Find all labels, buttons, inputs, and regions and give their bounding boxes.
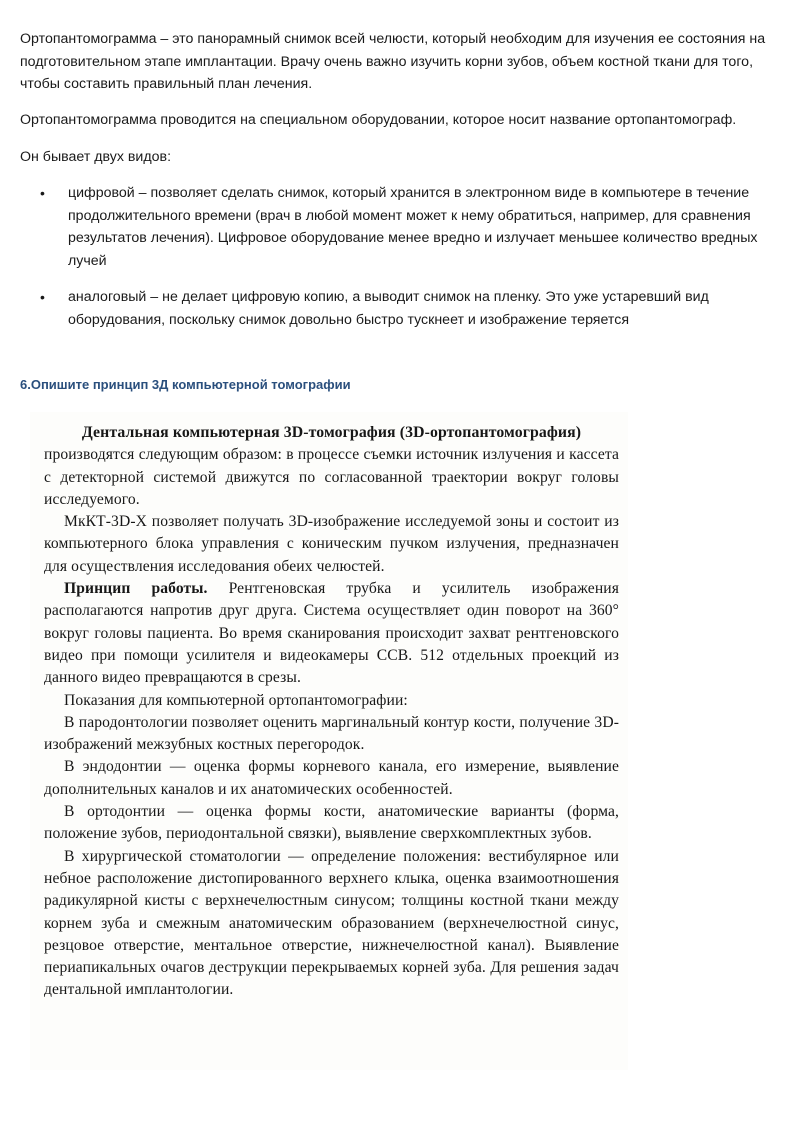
bullet-text-digital: цифровой – позволяет сделать снимок, который хранится в электронном виде в компьютере в течение продолжительного времени (врач в любой момент может к нему обратиться, например, для сравнения результатов лечения). Цифровое оборудование менее вредно и излучает меньшее количество вредных лучей — [68, 185, 758, 269]
scan-principle-lead: Принцип работы. — [64, 580, 208, 598]
scan-paragraph-6: В эндодонтии — оценка формы корневого канала, его измерение, выявление дополнительных каналов и их анатомических особенностей. — [44, 758, 619, 798]
scan-title: Дентальная компьютерная 3D-томография (3D-ортопантомография) — [81, 424, 582, 441]
bullet-list-1 — [20, 182, 780, 272]
scan-paragraph-2: МкКТ-3D-Х позволяет получать 3D-изображение исследуемой зоны и состоит из компьютерного блока управления с коническим пучком излучения, предназначен для осуществления исследования обеих челюстей. — [44, 513, 619, 575]
scan-paragraph-7: В ортодонтии — оценка формы кости, анатомические варианты (форма, положение зубов, периодонтальной связки), выявление сверхкомплектных зубов. — [44, 803, 619, 843]
scanned-book-page — [30, 412, 628, 1070]
scan-paragraph-5: В пародонтологии позволяет оценить маргинальный контур кости, получение 3D-изображений межзубных костных перегородок. — [44, 713, 619, 754]
bullet-marker: • — [40, 289, 45, 305]
bullet-text-analog: аналоговый – не делает цифровую копию, а выводит снимок на пленку. Это уже устаревший вид оборудования, поскольку снимок довольно быстро тускнеет и изображение теряется — [68, 289, 709, 328]
bullet-list-2 — [20, 286, 780, 331]
scan-paragraph-3 — [44, 578, 619, 689]
scan-text-block — [44, 422, 619, 1002]
scan-paragraph-4: Показания для компьютерной ортопантомографии: — [64, 691, 408, 709]
bullet-item-analog — [20, 286, 780, 331]
section-heading: 6.Опишите принцип 3Д компьютерной томографии — [20, 377, 351, 392]
scan-paragraph-1: производятся следующим образом: в процессе съемки источник излучения и кассета с детекторной системой движутся по согласованной траектории вокруг головы исследуемого. — [44, 446, 619, 508]
scan-principle-text: Рентгеновская трубка и усилитель изображения располагаются напротив друг друга. Система осуществляет один поворот на 360° вокруг головы пациента. Во время сканирования происходит захват рентгеновского видео при помощи усилителя и видеокамеры ССВ. 512 отдельных проекций из данного видео превращаются в срезы. — [44, 580, 619, 687]
bullet-item-digital — [20, 182, 780, 272]
intro-paragraph-3: Он бывает двух видов: — [20, 149, 172, 165]
bullet-marker: • — [40, 185, 45, 201]
intro-paragraph-1: Ортопантомограмма – это панорамный снимок всей челюсти, который необходим для изучения ее состояния на подготовительном этапе имплантации. Врачу очень важно изучить корни зубов, объем костной ткани для того, чтобы составить правильный план лечения. — [20, 31, 766, 92]
scan-paragraph-8: В хирургической стоматологии — определение положения: вестибулярное или небное расположение дистопированного верхнего клыка, оценка взаимоотношения радикулярной кисты с верхнечелюстным синусом; толщины костной ткани между корнем зуба и смежным анатомическим образованием (верхнечелюстной синус, резцовое отверстие, ментальное отверстие, нижнечелюстной канал). Выявление периапикальных очагов деструкции перекрываемых корней зуба. Для решения задач дентальной имплантологии. — [44, 847, 619, 999]
intro-paragraph-2: Ортопантомограмма проводится на специальном оборудовании, которое носит название ортопантомограф. — [20, 112, 737, 128]
